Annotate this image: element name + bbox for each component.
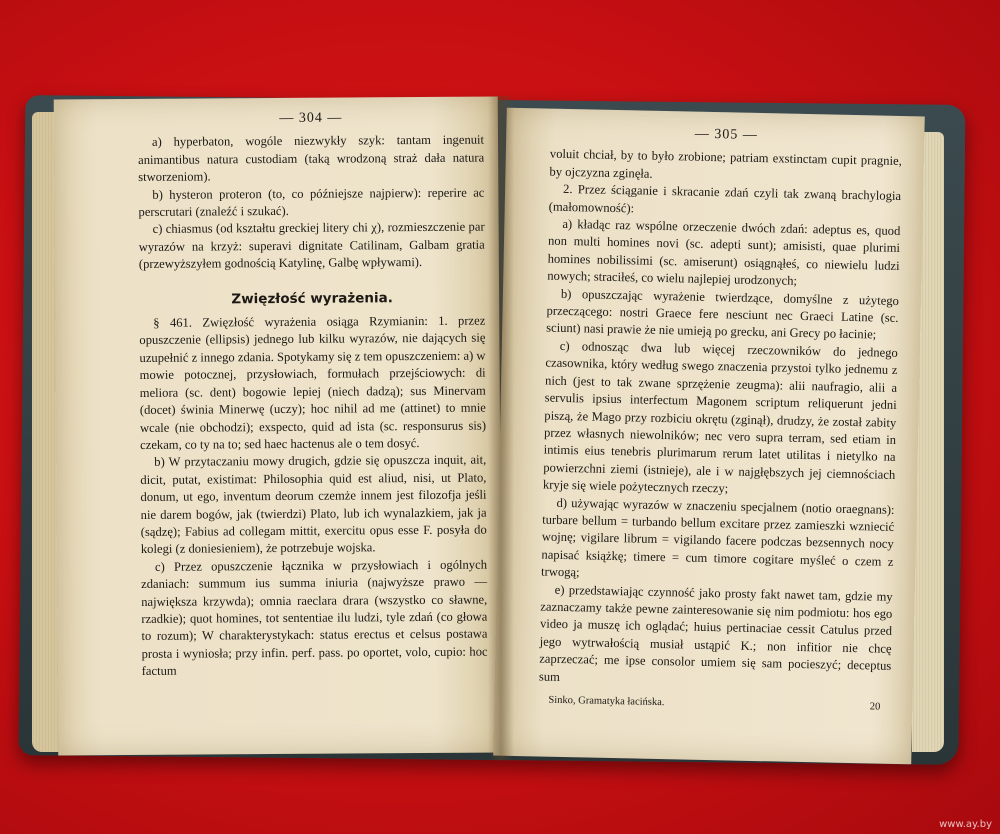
- left-page: [54, 96, 503, 755]
- right-paragraph: voluit chciał, by to było zrobione; patriam exstinctam cupit pragnie, by ojczyzna zginęła.: [549, 147, 902, 181]
- left-paragraph: § 461. Zwięzłość wyrażenia osiąga Rzymianin: 1. przez opuszczenie (ellipsis) jednego lub kilku wyrazów, nie dających się uzupełnić z innego zdania. Spotykamy się z tem opuszczeniem: a) w mowie potocznej, przysłowiach, formułach przejściowych: di meliora (sc. dent) bogowie lepiej (niech dadzą); sus Minervam (docet) świnia Minerwę (uczy); hoc nihil ad me (attinet) to mnie wcale (nie obchodzi); exspecto, quid ad ista (sc. responsurus sis) czekam, co ty na to; sed haec hactenus ale o tem dosyć.: [139, 313, 487, 452]
- right-paragraph: b) opuszczając wyrażenie twierdzące, domyślne z użytego przeczącego: nostri Graece fere nesciunt nec Graeci Latine (sc. sciunt) nasi prawie że nie umieją po grecku, ani Grecy po łacinie;: [546, 286, 900, 342]
- book-gutter-shadow: [488, 96, 514, 760]
- left-paragraph: a) hyperbaton, wogóle niezwykły szyk: tantam ingenuit animantibus natura custodiam (taką wrodzoną straż dała natura stworzeniom).: [138, 132, 485, 185]
- left-paragraph: b) hysteron proteron (to, co późniejsze najpierw): reperire ac perscrutari (znaleźć i szukać).: [138, 185, 485, 219]
- right-paragraph: c) odnosząc dwa lub więcej rzeczowników do jednego czasownika, który według swego znaczenia przystoi tylko jednemu z nich (jest to tak zwane sprzężenie zeugma): alii naufragio, alii a servulis ipsius interfectum Magonem scriptum reliquerunt jedni piszą, że Mago przy rozbiciu okrętu (zginął), drudzy, że został zabity przez własnych niewolników; nec vero supra terram, sed etiam in intimis eius tenebris plurimarum rerum latet utilitas i nietylko na powierzchni ziemi (istnieje), ale i w najgłębszych jej ciemnościach kryje się wiele pożytecznych rzeczy;: [542, 338, 898, 496]
- right-paragraph: a) kładąc raz wspólne orzeczenie dwóch zdań: adeptus es, quod non multi homines novi (sc. adepti sunt); amisisti, quae plurimi homines nobilissimi (sc. amiserunt) osiągnąłeś, co niewielu ludzi nowych; straciłeś, co wielu najlepiej urodzonych;: [547, 216, 901, 289]
- page-number-right: — 305 —: [694, 126, 758, 143]
- left-paragraph: b) W przytaczaniu mowy drugich, gdzie się opuszcza inquit, ait, dicit, putat, existimat: Philosophia quid est aliud, nisi, ut Plato, donum, ut ego, inventum deorum czemże innem jest filozofja jeśli nie darem bogów, jak (twierdzi) Plato, lub ich wynalazkiem, jak ja (sądzę); Fabius ad collegam mittit, exercitu opus esse F. posyła do kolegi (z doniesieniem), że potrzebuje wojska.: [140, 452, 487, 557]
- right-paragraph: d) używając wyrazów w znaczeniu specjalnem (notio oraegnans): turbare bellum = turbando bellum excitare przez zamieszki wzniecić wojnę; vigilare librum = vigilando facere podczas bezsennych nocy napisać książkę; timere = cum timore cogitare myśleć o czem z trwogą;: [540, 495, 895, 580]
- left-paragraph: c) chiasmus (od kształtu greckiej litery chi χ), rozmieszczenie par wyrazów na krzyż: superavi dignitate Catilinam, Galbam gratia (przewyższyłem godnością Katylinę, Galbę wpływami).: [138, 219, 485, 272]
- left-paragraph: c) Przez opuszczenie łącznika w przysłowiach i ogólnych zdaniach: summum ius summa iniuria (najwyższe prawo — największa krzywda); omnia raeclara drara (wszystko co sławne, rzadkie); quot homines, tot sententiae ilu ludzi, tyle zdań (co głowa to rozum); W charakterystykach: status erectus et celsus postawa prosta i wyniosła; przy infin. perf. pass. po oportet, volo, cupio: hoc factum: [141, 557, 488, 679]
- right-paragraph: e) przedstawiając czynność jako prosty fakt nawet tam, gdzie my zaznaczamy także pewne zainteresowanie się nim podmiotu: hos ego video ja muszę ich oglądać; huius pertinaciae cessit Catulus przed jego wytrwałością musiał ustąpić K.; non infitior nie chcę zaprzeczać; me ipse consolor umiem się sam pocieszyć; deceptus sum: [538, 582, 893, 684]
- footer-signature-number: 20: [869, 701, 881, 713]
- watermark: www.ay.by: [939, 819, 992, 830]
- right-paragraph: 2. Przez ściąganie i skracanie zdań czyli tak zwaną brachylogia (małomowność):: [548, 182, 902, 216]
- footer-title: Sinko, Gramatyka łacińska.: [548, 694, 665, 709]
- page-number-left: — 304 —: [279, 110, 343, 126]
- left-page-text: [138, 109, 488, 681]
- section-heading: Zwięzłość wyrażenia.: [231, 289, 393, 307]
- right-page: [493, 108, 924, 765]
- page-footer: [538, 691, 890, 716]
- right-page-text: [538, 123, 902, 717]
